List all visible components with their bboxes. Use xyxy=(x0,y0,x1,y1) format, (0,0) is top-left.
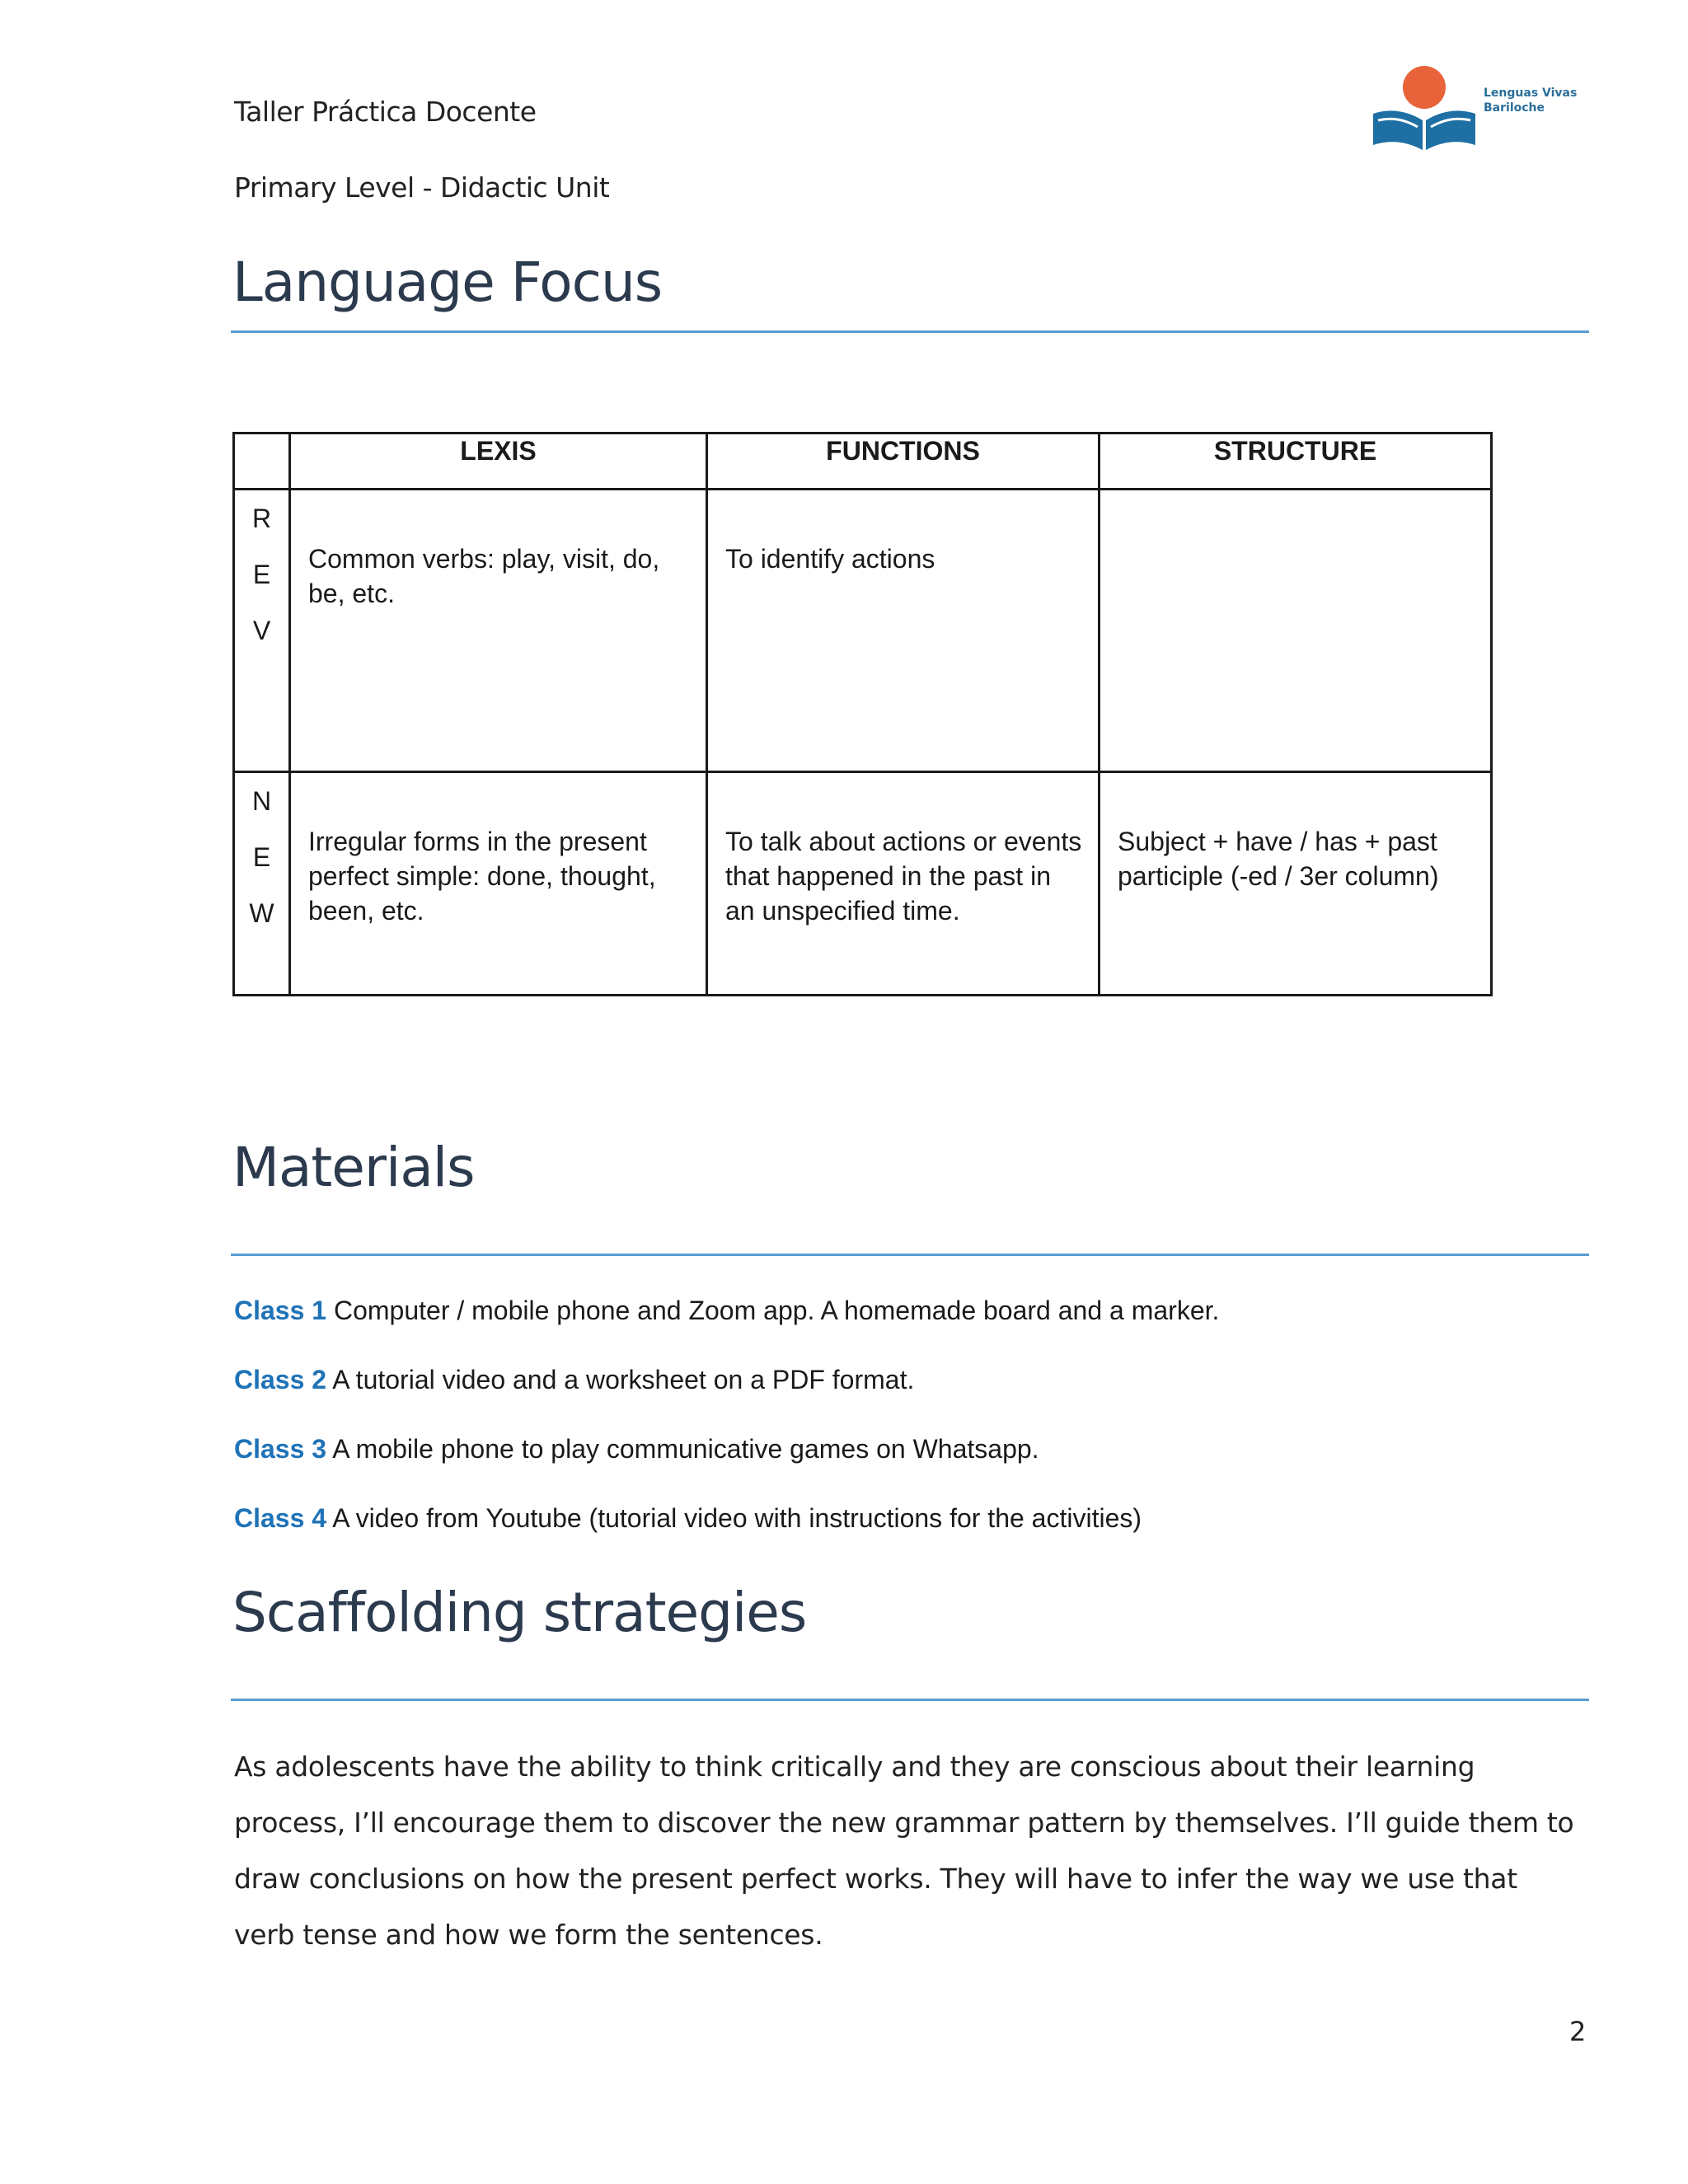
table-cell-structure xyxy=(1100,490,1492,772)
table-row xyxy=(234,772,1492,996)
row-label-new: N E W xyxy=(234,772,290,996)
section-heading-language-focus: Language Focus xyxy=(232,251,663,314)
table-header-structure: STRUCTURE xyxy=(1100,434,1492,490)
scaffolding-paragraph: As adolescents have the ability to think critically and they are conscious about their learning process, I’ll encourage them to discover the new grammar pattern by themselves. I’ll guide them to draw conclusions on how the present perfect works. They will have to infer the way we use that verb tense and how we form the sentences. xyxy=(234,1750,1574,1951)
table-cell-structure: Subject + have / has + past participle (-ed / 3er column) xyxy=(1100,772,1492,996)
heading-rule xyxy=(231,1254,1589,1256)
table-header-lexis: LEXIS xyxy=(290,434,707,490)
class-label: Class 4 xyxy=(234,1503,327,1533)
table-header-functions: FUNCTIONS xyxy=(707,434,1100,490)
table-cell-lexis: Common verbs: play, visit, do, be, etc. xyxy=(290,490,707,772)
language-focus-table xyxy=(232,432,1493,996)
materials-text: A video from Youtube (tutorial video with instructions for the activities) xyxy=(326,1503,1142,1533)
class-label: Class 1 xyxy=(234,1296,327,1325)
materials-text: A tutorial video and a worksheet on a PDF format. xyxy=(326,1365,915,1394)
section-heading-materials: Materials xyxy=(232,1136,475,1199)
materials-text: A mobile phone to play communicative games on Whatsapp. xyxy=(326,1434,1039,1464)
class-label: Class 2 xyxy=(234,1365,327,1394)
table-cell-lexis: Irregular forms in the present perfect simple: done, thought, been, etc. xyxy=(290,772,707,996)
materials-item xyxy=(234,1365,914,1395)
table-header-row xyxy=(234,434,1492,490)
table-corner-cell xyxy=(234,434,290,490)
header-unit-title: Primary Level - Didactic Unit xyxy=(234,171,610,204)
table-cell-functions: To talk about actions or events that happened in the past in an unspecified time. xyxy=(707,772,1100,996)
heading-rule xyxy=(231,1699,1589,1701)
row-label-rev: R E V xyxy=(234,490,290,772)
class-label: Class 3 xyxy=(234,1434,327,1464)
page-number: 2 xyxy=(1569,2016,1587,2047)
materials-item xyxy=(234,1503,1142,1534)
table-cell-functions: To identify actions xyxy=(707,490,1100,772)
materials-item xyxy=(234,1296,1219,1326)
section-heading-scaffolding: Scaffolding strategies xyxy=(232,1581,807,1644)
materials-text: Computer / mobile phone and Zoom app. A homemade board and a marker. xyxy=(326,1296,1220,1325)
table-row xyxy=(234,490,1492,772)
materials-item xyxy=(234,1434,1039,1465)
logo-wordmark: Lenguas Vivas Bariloche xyxy=(1484,87,1578,115)
heading-rule xyxy=(231,330,1589,333)
header-course-title: Taller Práctica Docente xyxy=(234,96,537,128)
